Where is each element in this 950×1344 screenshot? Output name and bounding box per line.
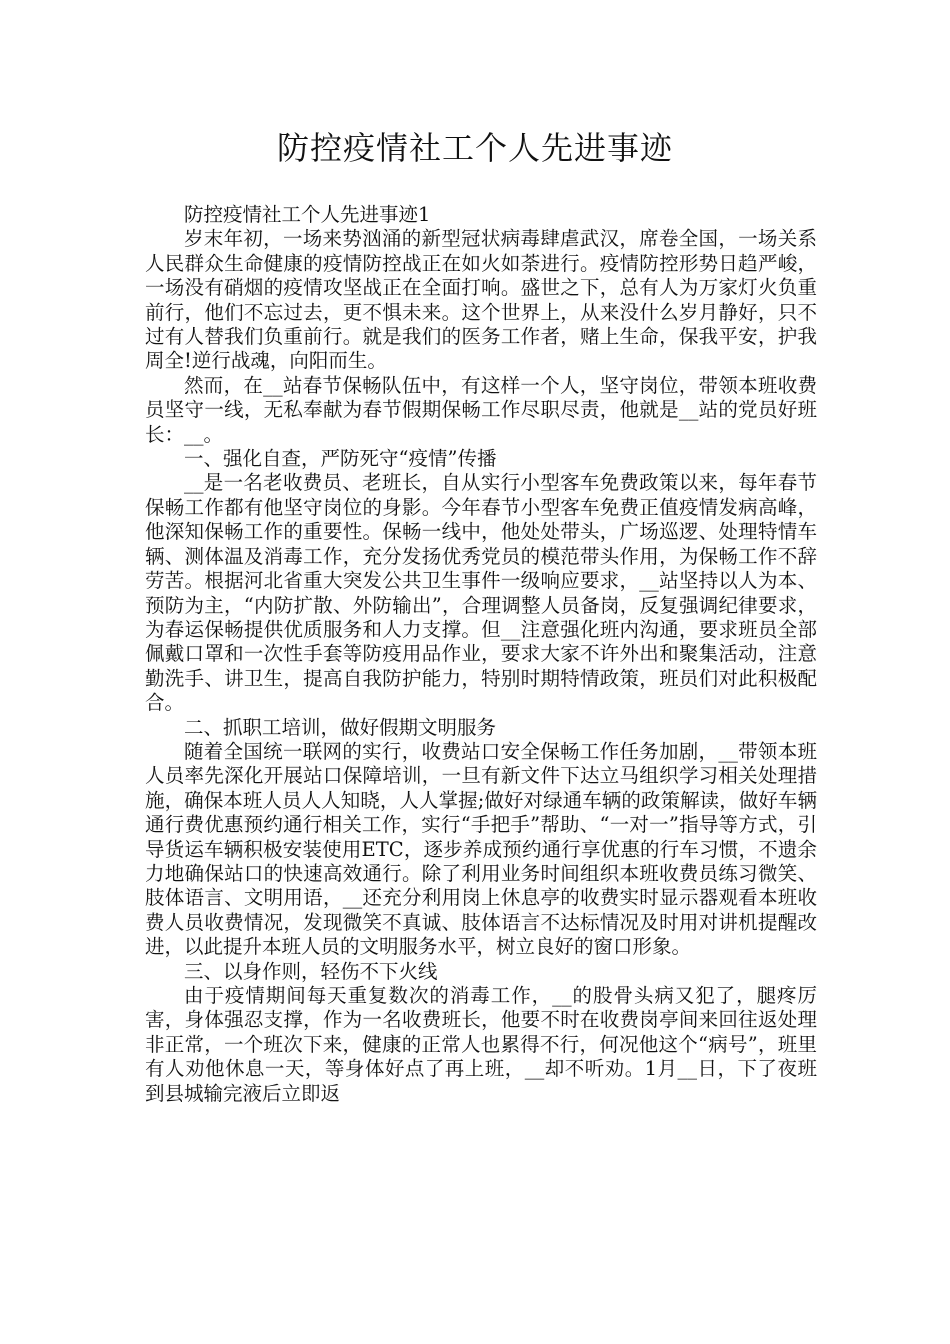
- section-heading: 三、以身作则，轻伤不下火线: [184, 959, 438, 983]
- paragraph-subtitle: 防控疫情社工个人先进事迹1: [184, 203, 431, 226]
- paragraph: 岁末年初，一场来势汹涌的新型冠状病毒肆虐武汉，席卷全国，一场关系人民群众生命健康的疫情防控战正在如火如荼进行。疫情防控形势日趋严峻，一场没有硝烟的疫情攻坚战正在全面打响。盛世之下，总有人为万家灯火负重前行，他们不忘过去，更不惧未来。这个世界上，从来没什么岁月静好，只不过有人替我们负重前行。就是我们的医务工作者，赌上生命，保我平安，护我周全!逆行战魂，向阳而生。: [145, 227, 817, 373]
- document-title: 防控疫情社工个人先进事迹: [276, 129, 673, 167]
- section-heading: 一、强化自查，严防死守“疫情”传播: [184, 447, 497, 471]
- paragraph: 由于疫情期间每天重复数次的消毒工作，__的股骨头病又犯了，腿疼厉害，身体强忍支撑，作为一名收费班长，他要不时在收费岗亭间来回往返处理非正常，一个班次下来，健康的正常人也累得不行，何况他这个“病号”，班里有人劝他休息一天，等身体好点了再上班，__却不听劝。1月__日，下了夜班到县城输完液后立即返: [145, 984, 817, 1105]
- paragraph: 然而，在__站春节保畅队伍中，有这样一个人，坚守岗位，带领本班收费员坚守一线，无私奉献为春节假期保畅工作尽职尽责，他就是__站的党员好班长：__。: [145, 373, 817, 446]
- paragraph: 随着全国统一联网的实行，收费站口安全保畅工作任务加剧，__带领本班人员率先深化开展站口保障培训，一旦有新文件下达立马组织学习相关处理措施，确保本班人员人人知晓，人人掌握;做好对绿通车辆的政策解读，做好车辆通行费优惠预约通行相关工作，实行“手把手”帮助、“一对一”指导等方式，引导货运车辆积极安装使用ETC，逐步养成预约通行享优惠的行车习惯，不遗余力地确保站口的快速高效通行。除了利用业务时间组织本班收费员练习微笑、肢体语言、文明用语，__还充分利用岗上休息亭的收费实时显示器观看本班收费人员收费情况，发现微笑不真诚、肢体语言不达标情况及时用对讲机提醒改进，以此提升本班人员的文明服务水平，树立良好的窗口形象。: [145, 739, 817, 959]
- section-heading: 二、抓职工培训，做好假期文明服务: [184, 715, 497, 739]
- paragraph: __是一名老收费员、老班长，自从实行小型客车免费政策以来，每年春节保畅工作都有他坚守岗位的身影。今年春节小型客车免费正值疫情发病高峰，他深知保畅工作的重要性。保畅一线中，他处处带头，广场巡逻、处理特情车辆、测体温及消毒工作，充分发扬优秀党员的模范带头作用，为保畅工作不辞劳苦。根据河北省重大突发公共卫生事件一级响应要求，__站坚持以人为本、预防为主，“内防扩散、外防输出”，合理调整人员备岗，反复强调纪律要求，为春运保畅提供优质服务和人力支撑。但__注意强化班内沟通，要求班员全部佩戴口罩和一次性手套等防疫用品作业，要求大家不许外出和聚集活动，注意勤洗手、讲卫生，提高自我防护能力，特别时期特情政策，班员们对此积极配合。: [145, 471, 817, 715]
- document-body: [145, 203, 817, 1106]
